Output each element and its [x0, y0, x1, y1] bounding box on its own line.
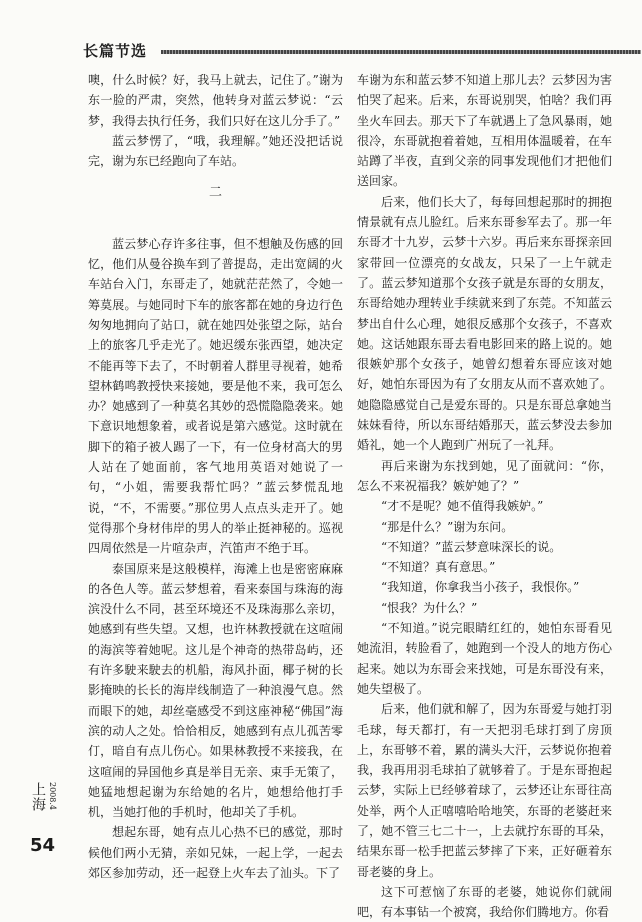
magazine-title: 上海 — [30, 782, 46, 812]
right-column — [357, 70, 612, 920]
paragraph: 车谢为东和蓝云梦不知道上那儿去？云梦因为害怕哭了起来。后来，东哥说别哭，怕啥？我们再坐火车回去。那天下了车就遇上了急风暴雨，她很冷，东哥就抱着着她，互相用体温暖着，在车站蹲了半夜，直到父亲的同事发现他们才把他们送回家。 — [357, 73, 612, 189]
paragraph: 后来，他们就和解了，因为东哥爱与她打羽毛球，每天都打，有一天把羽毛球打到了房顶上，东哥够不着，累的满头大汗，云梦说你抱着我，我再用羽毛球拍了就够着了。于是东哥抱起云梦，实际上已经够着球了，云梦还让东哥往高处举，两个人正嘻嘻哈哈地笑，东哥的老婆赶来了，她不管三七二十一，上去就拧东哥的耳朵，结果东哥一松手把蓝云梦摔了下来，正好砸着东哥老婆的身上。 — [357, 702, 612, 879]
paragraph: 蓝云梦心存许多往事，但不想触及伤感的回忆，他们从曼谷换车到了普提岛，走出宽阔的火车站台入门，东哥走了，她就茫茫然了，令她一筹莫展。与她同时下车的旅客都在她的身边行色匆匆地拥向了站口，就在她四处张望之际，站台上的旅客几乎走光了。她迟缓东张西望，她决定不能再等下去了，不时朝着人群里寻视着，她希望林鹤鸣教授快来接她，要是他不来，我可怎么办？她感到了一种莫名其妙的恐慌隐隐袭来。她下意识地想象着，或者说是第六感觉。这时就在脚下的箱子被人踢了一下，有一位身材高大的男人站在了她面前，客气地用英语对她说了一句，“小姐，需要我帮忙吗？”蓝云梦慌乱地说，“不，不需要。”那位男人点点头走开了。她觉得那个身材伟岸的男人的举止挺神秘的。巡视四周依然是一片喧杂声，汽笛声不绝于耳。 — [88, 236, 343, 556]
paragraph: “我知道，你拿我当小孩子，我恨你。” — [381, 580, 580, 595]
paragraph: “才不是呢？她不值得我嫉妒。” — [381, 499, 544, 514]
paragraph: 再后来谢为东找到她，见了面就问：“你，怎么不来祝福我？嫉妒她了？” — [357, 458, 612, 493]
section-number: 二 — [208, 185, 222, 201]
section-title: 长篇节选 — [83, 42, 148, 60]
paragraph: 泰国原来是这般模样，海滩上也是密密麻麻的各色人等。蓝云梦想着，看来泰国与珠海的海滨没什么不同，甚至环境还不及珠海那么亲切，她感到有些失望。又想，也许林教授就在这喧闹的海滨等着她呢。这儿是个神奇的热带岛屿，还有许多駛来駛去的机船，海风扑面，椰子树的长影掩映的长长的海岸线制造了一种浪漫气息。然而眼下的她，却丝毫感受不到这座神秘“佛国”海滨的动人之处。恰恰相反，她感到有点儿孤苦零仃，暗自有点儿伤心。如果林教授不来接我，在这喧闹的异国他乡真是举目无亲、束手无策了，她猛地想起谢为东给她的名片，她想给他打手机，当她打他的手机时，他却关了手机。 — [88, 561, 343, 820]
paragraph: 这下可惹恼了东哥的老婆，她说你们就闹吧，有本事钻一个被窝，我给你们腾地方。你看 — [357, 884, 612, 920]
paragraph: “恨我？为什么？” — [381, 600, 478, 615]
page-header — [83, 40, 603, 64]
paragraph: “不知道？”蓝云梦意味深长的说。 — [381, 539, 562, 554]
paragraph: “不知道。”说完眼睛红红的，她怕东哥看见她流泪，转脸看了，她跑到一个没人的地方伤心起来。她以为东哥会来找她，可是东哥没有来，她失望极了。 — [357, 621, 612, 696]
header-rule — [161, 50, 641, 54]
paragraph: “那是什么？”谢为东问。 — [381, 519, 514, 534]
paragraph: 蓝云梦愣了，“哦，我理解。”她还没把话说完，谢为东已经跑向了车站。 — [88, 133, 343, 169]
magazine-mark — [28, 772, 68, 842]
page-number: 54 — [30, 835, 56, 856]
left-column — [88, 70, 343, 880]
paragraph: 想起东哥，她有点儿心热不已的感觉，那时候他们两小无猜，亲如兄妹，一起上学，一起去郊区参加劳动，还一起登上火车去了汕头。下了 — [88, 825, 343, 880]
paragraph: 噢，什么时候？好，我马上就去，记住了。”谢为东一脸的严肃，突然，他转身对蓝云梦说：“云梦，我得去执行任务，我们只好在这儿分手了。” — [88, 73, 343, 128]
issue-label: 2008.4 — [48, 782, 57, 810]
paragraph: “不知道？真有意思。” — [381, 560, 496, 575]
paragraph: 后来，他们长大了，每每回想起那时的拥抱情景就有点儿脸红。后来东哥参军去了。那一年东哥才十九岁，云梦十六岁。再后来东哥探亲回家带回一位漂亮的女战友，只呆了一上午就走了。蓝云梦知道那个女孩子就是东哥的女朋友，东哥给她办理转业手续就来到了东莞。不知蓝云梦出自什么心理，她很反感那个女孩子，不喜欢她。这话她跟东哥去看电影回来的路上说的。她很嫉妒那个女孩子，她曾幻想着东哥应该对她好，她怕东哥因为有了女朋友从而不喜欢她了。她隐隐感觉自己是爱东哥的。只是东哥总拿她当妹妹看待，所以东哥结婚那天，蓝云梦没去参加婚礼，她一个人跑到广州玩了一礼拜。 — [357, 194, 612, 453]
